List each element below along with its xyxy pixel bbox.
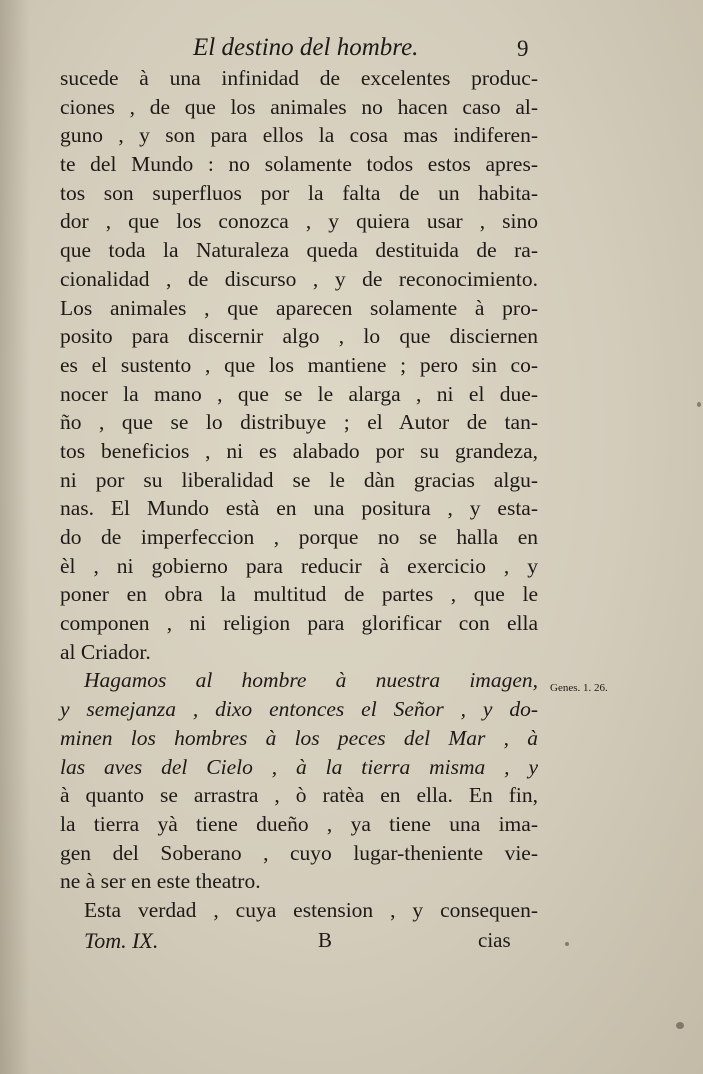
- page-header: [0, 34, 703, 66]
- text-line: es el sustento , que los mantiene ; pero sin co-: [60, 352, 538, 377]
- catchword: cias: [478, 928, 511, 952]
- text-line: do de imperfeccion , porque no se halla en: [60, 525, 538, 549]
- foxing-spot: [565, 942, 569, 946]
- text-line: cionalidad , de discurso , y de reconocimiento.: [60, 266, 538, 291]
- text-line: Hagamos al hombre à nuestra imagen,: [84, 668, 538, 693]
- text-line: èl , ni gobierno para reducir à exercicio , y: [60, 553, 538, 578]
- text-line: ciones , de que los animales no hacen caso al-: [60, 94, 538, 119]
- volume-signature: Tom. IX.: [84, 928, 159, 953]
- text-line: posito para discernir algo , lo que disciernen: [60, 324, 538, 349]
- foxing-spot: [676, 1022, 684, 1029]
- text-line: ño , que se lo distribuye ; el Autor de tan-: [60, 410, 538, 435]
- text-line: Los animales , que aparecen solamente à pro-: [60, 295, 538, 320]
- text-line: ni por su liberalidad se le dàn gracias algu-: [60, 467, 538, 492]
- text-line: minen los hombres à los peces del Mar , à: [60, 725, 538, 750]
- foxing-spot: [697, 402, 701, 407]
- text-line: poner en obra la multitud de partes , que le: [60, 582, 538, 607]
- page-number: 9: [517, 36, 529, 61]
- page-footer: [0, 928, 703, 958]
- text-line: al Criador.: [60, 639, 151, 664]
- signature-mark: B: [318, 928, 333, 952]
- marginal-note: Genes. 1. 26.: [550, 682, 608, 694]
- text-line: que toda la Naturaleza queda destituida de ra-: [60, 238, 538, 263]
- text-line: tos beneficios , ni es alabado por su grandeza,: [60, 438, 538, 463]
- text-line: componen , ni religion para glorificar con ella: [60, 611, 538, 636]
- text-line: la tierra yà tiene dueño , ya tiene una ima-: [60, 811, 538, 836]
- text-line: à quanto se arrastra , ò ratèa en ella. En fin,: [60, 783, 538, 808]
- text-line: te del Mundo : no solamente todos estos apres-: [60, 152, 538, 177]
- text-line: dor , que los conozca , y quiera usar , sino: [60, 209, 538, 234]
- body-text: [60, 64, 538, 925]
- text-line: las aves del Cielo , à la tierra misma , y: [60, 754, 538, 779]
- text-line: y semejanza , dixo entonces el Señor , y do-: [60, 697, 538, 722]
- text-line: sucede à una infinidad de excelentes produc-: [60, 66, 538, 90]
- text-line: gen del Soberano , cuyo lugar-theniente vie-: [60, 840, 538, 865]
- text-line: guno , y son para ellos la cosa mas indiferen-: [60, 123, 538, 148]
- text-line: Esta verdad , cuya estension , y consequen-: [84, 897, 538, 922]
- text-line: tos son superfluos por la falta de un habita-: [60, 180, 538, 205]
- text-line: nas. El Mundo està en una positura , y esta-: [60, 496, 538, 521]
- running-title: El destino del hombre.: [193, 34, 419, 61]
- text-line: ne à ser en este theatro.: [60, 869, 261, 894]
- text-line: nocer la mano , que se le alarga , ni el due-: [60, 381, 538, 406]
- page-gutter-shadow: [0, 0, 30, 1074]
